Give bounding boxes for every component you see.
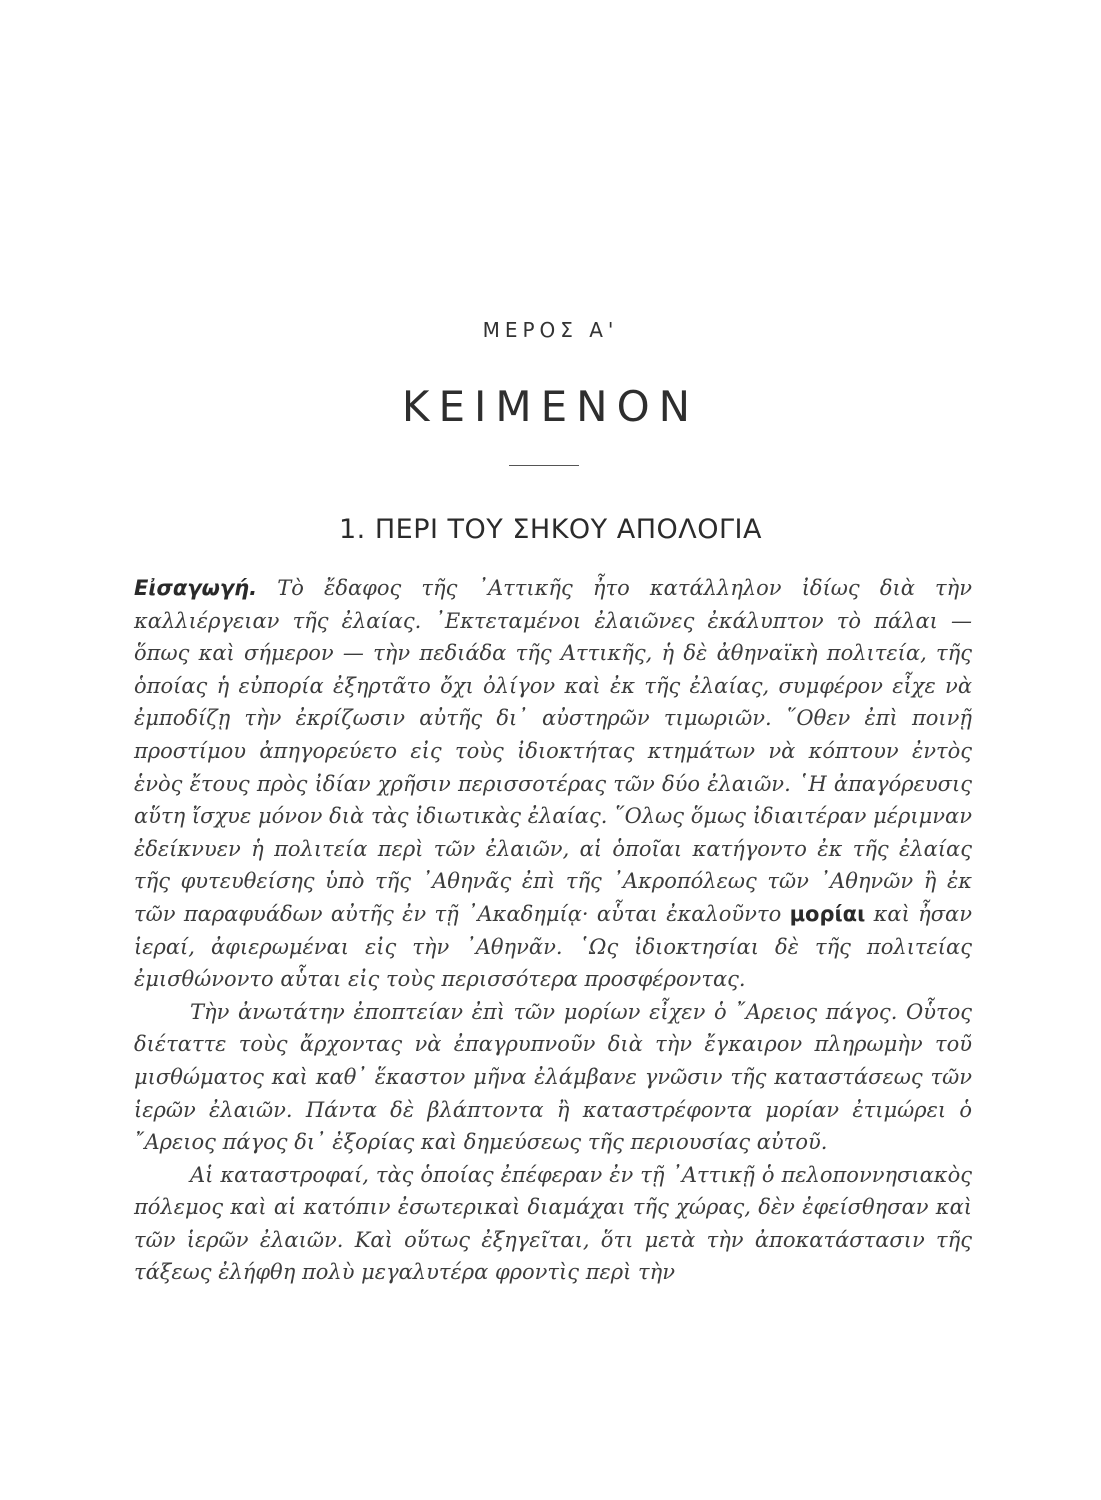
- part-label: ΜΕΡΟΣ Α': [482, 318, 619, 342]
- title-divider: [509, 465, 579, 466]
- body-text: [134, 572, 972, 1289]
- section-title: 1. ΠΕΡΙ ΤΟΥ ΣΗΚΟΥ ΑΠΟΛΟΓΙΑ: [339, 514, 762, 545]
- paragraph-text: Τὸ ἔδαφος τῆς ᾿Αττικῆς ἦτο κατάλληλον ἰδίως διὰ τὴν καλλιέργειαν τῆς ἐλαίας. ᾿Εκτεταμένοι ἐλαιῶνες ἐκάλυπτον τὸ πάλαι — ὅπως καὶ σήμερον — τὴν πεδιάδα τῆς Αττικῆς, ἡ δὲ ἀθηναϊκὴ πολιτεία, τῆς ὁποίας ἡ εὐπορία ἐξηρτᾶτο ὄχι ὀλίγον καὶ ἐκ τῆς ἐλαίας, συμφέρον εἶχε νὰ ἐμποδίζῃ τὴν ἐκρίζωσιν αὐτῆς δι᾿ αὐστηρῶν τιμωριῶν. ῞Οθεν ἐπὶ ποινῇ προστίμου ἀπηγορεύετο εἰς τοὺς ἰδιοκτήτας κτημάτων νὰ κόπτουν ἐντὸς ἑνὸς ἔτους πρὸς ἰδίαν χρῆσιν περισσοτέρας τῶν δύο ἐλαιῶν. ῾Η ἀπαγόρευσις αὕτη ἴσχυε μόνον διὰ τὰς ἰδιωτικὰς ἐλαίας. ῞Ολως ὅμως ἰδιαιτέραν μέριμναν ἐδείκνυεν ἡ πολιτεία περὶ τῶν ἐλαιῶν, αἱ ὁποῖαι κατήγοντο ἐκ τῆς ἐλαίας τῆς φυτευθείσης ὑπὸ τῆς ᾿Αθηνᾶς ἐπὶ τῆς ᾿Ακροπόλεως τῶν ᾿Αθηνῶν ἢ ἐκ τῶν παραφυάδων αὐτῆς ἐν τῇ ᾿Ακαδημίᾳ· αὗται ἐκαλοῦντο: [134, 576, 972, 926]
- main-title: ΚΕΙΜΕΝΟΝ: [401, 382, 700, 431]
- paragraph-destruction: Αἱ καταστροφαί, τὰς ὁποίας ἐπέφεραν ἐν τῇ ᾿Αττικῇ ὁ πελοποννησιακὸς πόλεμος καὶ αἱ κατόπιν ἐσωτερικαὶ διαμάχαι τῆς χώρας, δὲν ἐφείσθησαν καὶ τῶν ἱερῶν ἐλαιῶν. Καὶ οὕτως ἐξηγεῖται, ὅτι μετὰ τὴν ἀποκατάστασιν τῆς τάξεως ἐλήφθη πολὺ μεγαλυτέρα φροντὶς περὶ τὴν: [134, 1162, 972, 1285]
- emphasized-term: μορίαι: [789, 901, 866, 926]
- paragraph-areopagus: Τὴν ἀνωτάτην ἐποπτείαν ἐπὶ τῶν μορίων εἶχεν ὁ ῎Αρειος πάγος. Οὗτος διέταττε τοὺς ἄρχοντας νὰ ἐπαγρυπνοῦν διὰ τὴν ἔγκαιρον πληρωμὴν τοῦ μισθώματος καὶ καθ᾿ ἕκαστον μῆνα ἐλάμβανε γνῶσιν τῆς καταστάσεως τῶν ἱερῶν ἐλαιῶν. Πάντα δὲ βλάπτοντα ἢ καταστρέφοντα μορίαν ἐτιμώρει ὁ ῎Αρειος πάγος δι᾿ ἐξορίας καὶ δημεύσεως τῆς περιουσίας αὐτοῦ.: [134, 999, 972, 1155]
- paragraph-introduction: [134, 572, 972, 996]
- paragraph-lead: Εἰσαγωγή.: [134, 576, 258, 600]
- paragraph-text: καὶ ἦσαν ἱεραί, ἀφιερωμέναι εἰς τὴν ᾿Αθηνᾶν. ῾Ως ἰδιοκτησίαι δὲ τῆς πολιτείας ἐμισθώνοντο αὗται εἰς τοὺς περισσότερα προσφέροντας.: [134, 901, 973, 992]
